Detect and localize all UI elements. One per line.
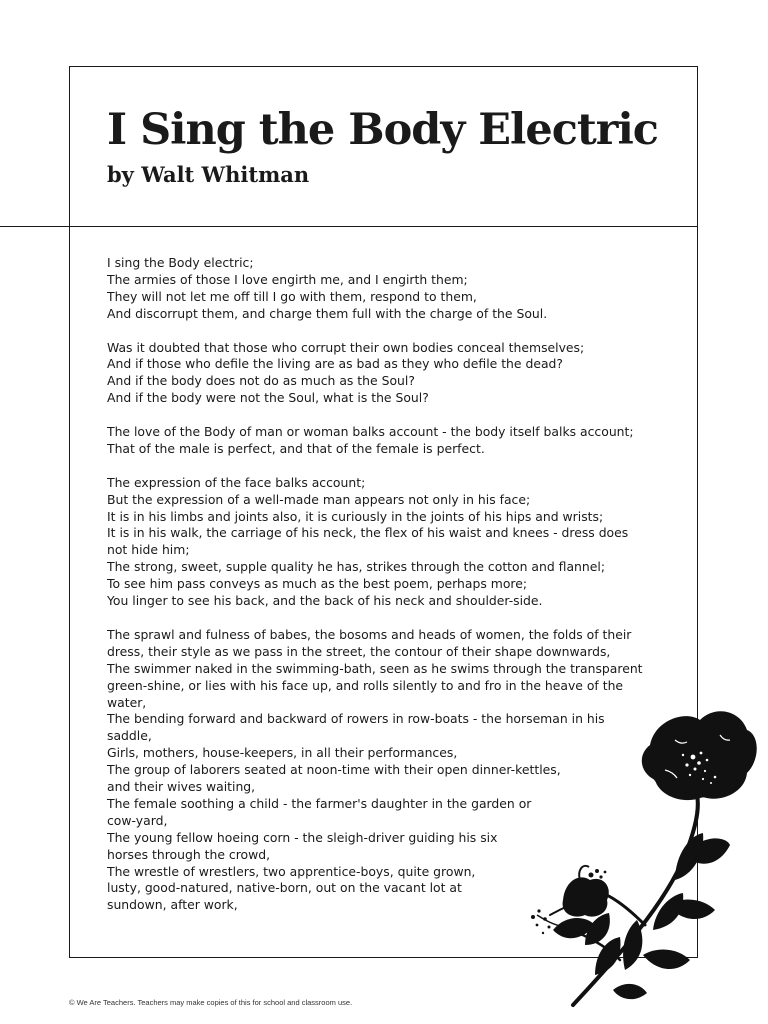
stanza — [107, 255, 667, 323]
poem-line: It is in his walk, the carriage of his neck, the flex of his waist and knees - dress does — [107, 525, 629, 541]
flower-illustration — [525, 705, 765, 1010]
poem-line: cow-yard, — [107, 812, 168, 828]
stanza — [107, 340, 667, 408]
poem-line: saddle, — [107, 728, 152, 744]
poem-line: green-shine, or lies with his face up, and rolls silently to and fro in the heave of the — [107, 677, 624, 693]
poem-line: The armies of those I love engirth me, and I engirth them; — [107, 271, 468, 287]
poem-line: The young fellow hoeing corn - the sleigh-driver guiding his six — [107, 829, 498, 845]
poem-line: The love of the Body of man or woman balks account - the body itself balks account; — [107, 424, 634, 440]
poem-line: water, — [107, 694, 147, 710]
poem-line: The group of laborers seated at noon-time with their open dinner-kettles, — [107, 762, 561, 778]
poem-line: sundown, after work, — [107, 897, 238, 913]
poem-line: dress, their style as we pass in the street, the contour of their shape downwards, — [107, 643, 611, 659]
page-title: I Sing the Body Electric — [107, 105, 658, 155]
poem-line: The swimmer naked in the swimming-bath, seen as he swims through the transparent — [107, 660, 643, 676]
poem-line: But the expression of a well-made man appears not only in his face; — [107, 491, 531, 507]
author-byline: by Walt Whitman — [107, 162, 310, 187]
poem-line: The strong, sweet, supple quality he has, strikes through the cotton and flannel; — [107, 559, 606, 575]
poem-line: And if the body were not the Soul, what is the Soul? — [107, 390, 429, 406]
poem-line: and their wives waiting, — [107, 779, 256, 795]
poem-line: You linger to see his back, and the back of his neck and shoulder-side. — [107, 593, 543, 609]
poem-line: Was it doubted that those who corrupt their own bodies conceal themselves; — [107, 339, 585, 355]
poem-line: not hide him; — [107, 542, 190, 558]
poem-line: lusty, good-natured, native-born, out on the vacant lot at — [107, 880, 462, 896]
poem-line: The wrestle of wrestlers, two apprentice-boys, quite grown, — [107, 863, 476, 879]
poem-line: And if the body does not do as much as the Soul? — [107, 373, 415, 389]
poem-line: Girls, mothers, house-keepers, in all their performances, — [107, 745, 458, 761]
poem-line: They will not let me off till I go with them, respond to them, — [107, 288, 477, 304]
stanza — [107, 424, 667, 458]
copyright-footer: © We Are Teachers. Teachers may make copies of this for school and classroom use. — [69, 998, 353, 1007]
poem-line: The bending forward and backward of rowers in row-boats - the horseman in his — [107, 711, 605, 727]
poem-line: The female soothing a child - the farmer's daughter in the garden or — [107, 795, 532, 811]
poem-line: And if those who defile the living are as bad as they who defile the dead? — [107, 356, 563, 372]
poem-line: I sing the Body electric; — [107, 255, 254, 270]
poem-line: horses through the crowd, — [107, 846, 271, 862]
poem-line: It is in his limbs and joints also, it is curiously in the joints of his hips and wrists; — [107, 508, 604, 524]
poem-line: The sprawl and fulness of babes, the bosoms and heads of women, the folds of their — [107, 626, 632, 642]
flower-icon — [531, 711, 757, 1005]
poem-line: And discorrupt them, and charge them full with the charge of the Soul. — [107, 305, 548, 321]
poem-line: To see him pass conveys as much as the best poem, perhaps more; — [107, 576, 528, 592]
stanza — [107, 475, 667, 610]
title-divider — [0, 226, 698, 227]
poem-line: That of the male is perfect, and that of the female is perfect. — [107, 440, 485, 456]
poem-line: The expression of the face balks account; — [107, 474, 366, 490]
